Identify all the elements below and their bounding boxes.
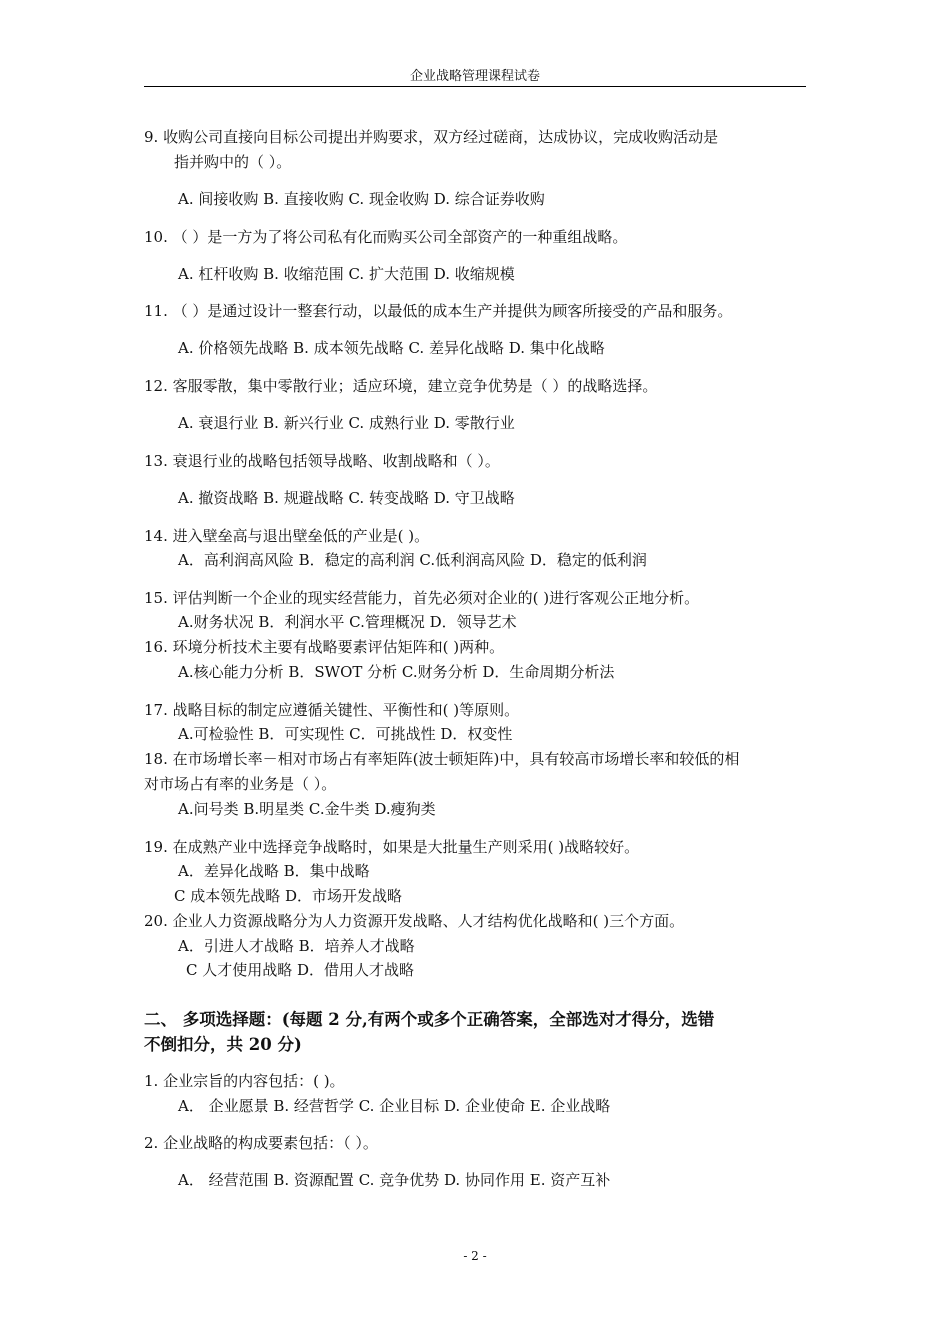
question-20-stem: 20. 企业人力资源战略分为人力资源开发战略、人才结构优化战略和( )三个方面。	[144, 912, 685, 930]
question-12-options: A. 衰退行业 B. 新兴行业 C. 成熟行业 D. 零散行业	[178, 414, 515, 432]
question-12-stem: 12. 客服零散，集中零散行业；适应环境，建立竞争优势是（ ）的战略选择。	[144, 377, 658, 395]
mc-question-2-stem: 2. 企业战略的构成要素包括：（ ）。	[144, 1134, 378, 1152]
question-18-options: A.问号类 B.明星类 C.金牛类 D.瘦狗类	[178, 800, 436, 818]
page-number: - 2 -	[463, 1249, 487, 1263]
question-14-stem: 14. 进入壁垒高与退出壁垒低的产业是( )。	[144, 527, 430, 545]
question-13-stem: 13. 衰退行业的战略包括领导战略、收割战略和（ ）。	[144, 452, 500, 470]
question-16-options: A.核心能力分析 B．SWOT 分析 C.财务分析 D．生命周期分析法	[178, 663, 615, 681]
question-19-options-cd: C 成本领先战略 D．市场开发战略	[174, 887, 403, 905]
question-10-stem: 10. （ ）是一方为了将公司私有化而购买公司全部资产的一种重组战略。	[144, 228, 628, 246]
question-20-options-cd: C 人才使用战略 D．借用人才战略	[186, 961, 415, 979]
question-14-options: A．高利润高风险 B．稳定的高利润 C.低利润高风险 D．稳定的低利润	[178, 551, 647, 569]
question-9-stem: 9. 收购公司直接向目标公司提出并购要求，双方经过磋商，达成协议，完成收购活动是	[144, 128, 719, 146]
question-18-stem: 18. 在市场增长率－相对市场占有率矩阵(波士顿矩阵)中，具有较高市场增长率和较低的相	[144, 750, 740, 768]
question-17-stem: 17. 战略目标的制定应遵循关键性、平衡性和( )等原则。	[144, 701, 520, 719]
header-rule	[144, 86, 806, 87]
question-20-options-ab: A．引进人才战略 B．培养人才战略	[178, 937, 415, 955]
question-11-options: A. 价格领先战略 B. 成本领先战略 C. 差异化战略 D. 集中化战略	[178, 339, 605, 357]
question-19-stem: 19. 在成熟产业中选择竞争战略时，如果是大批量生产则采用( )战略较好。	[144, 838, 640, 856]
question-16-stem: 16. 环境分析技术主要有战略要素评估矩阵和( )两种。	[144, 638, 505, 656]
question-15-options: A.财务状况 B．利润水平 C.管理概况 D．领导艺术	[178, 613, 517, 631]
mc-question-1-options: A． 企业愿景 B. 经营哲学 C. 企业目标 D. 企业使命 E. 企业战略	[178, 1097, 611, 1115]
question-19-options-ab: A．差异化战略 B．集中战略	[178, 862, 370, 880]
page-header-title: 企业战略管理课程试卷	[409, 69, 540, 84]
question-13-options: A. 撤资战略 B. 规避战略 C. 转变战略 D. 守卫战略	[178, 489, 515, 507]
mc-question-1-stem: 1. 企业宗旨的内容包括：( )。	[144, 1072, 345, 1090]
mc-question-2-options: A． 经营范围 B. 资源配置 C. 竞争优势 D. 协同作用 E. 资产互补	[178, 1171, 611, 1189]
question-18-stem-cont: 对市场占有率的业务是（ ）。	[144, 775, 337, 793]
question-17-options: A.可检验性 B．可实现性 C．可挑战性 D．权变性	[178, 725, 513, 743]
question-11-stem: 11. （ ）是通过设计一整套行动，以最低的成本生产并提供为顾客所接受的产品和服务。	[144, 302, 733, 320]
question-9-options: A. 间接收购 B. 直接收购 C. 现金收购 D. 综合证券收购	[178, 190, 545, 208]
question-10-options: A. 杠杆收购 B. 收缩范围 C. 扩大范围 D. 收缩规模	[178, 265, 515, 283]
question-15-stem: 15. 评估判断一个企业的现实经营能力，首先必须对企业的( )进行客观公正地分析。	[144, 589, 700, 607]
section-2-heading-cont: 不倒扣分，共 20 分)	[144, 1035, 302, 1054]
question-9-stem-cont: 指并购中的（ ）。	[174, 153, 292, 171]
section-2-heading: 二、 多项选择题：(每题 2 分,有两个或多个正确答案，全部选对才得分，选错	[144, 1010, 715, 1029]
